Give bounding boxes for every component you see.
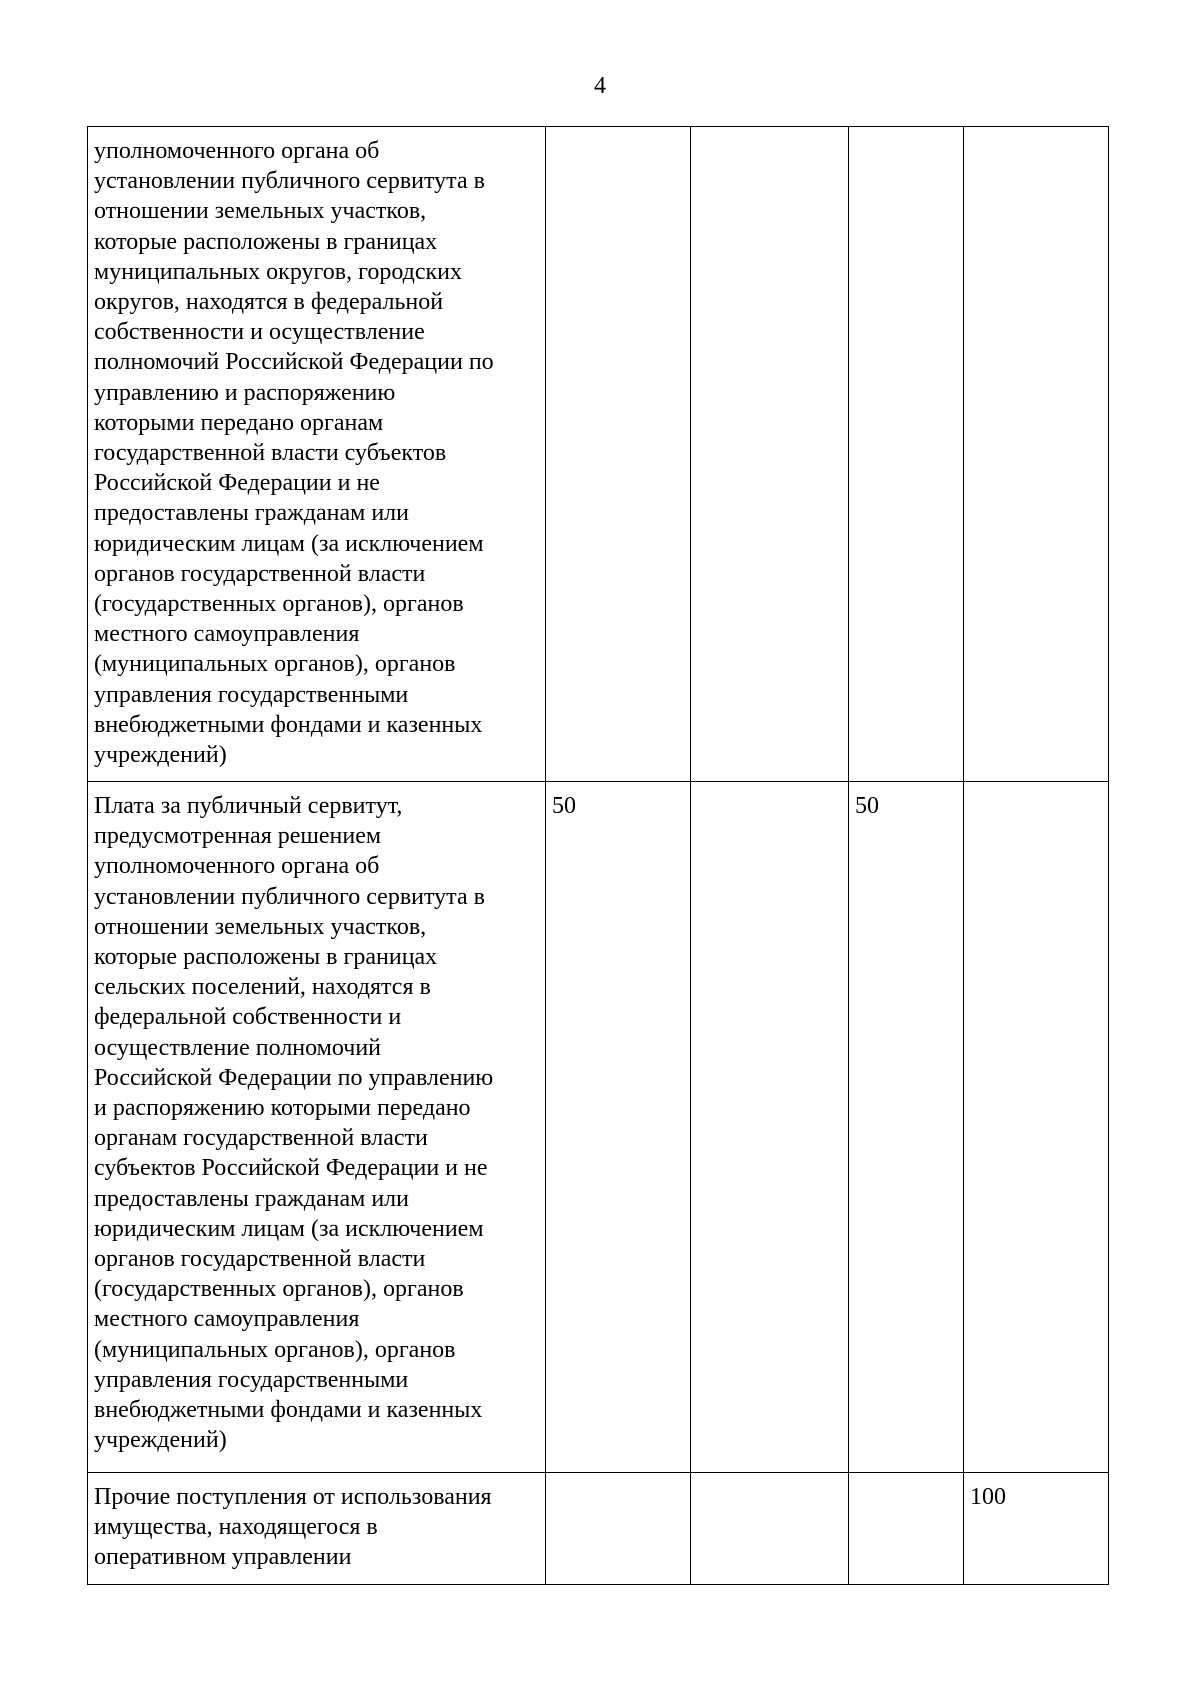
value-cell (546, 1473, 691, 1585)
value-cell: 50 (849, 782, 964, 1473)
table-row (88, 127, 1109, 782)
value-cell (691, 127, 849, 782)
value-cell (691, 1473, 849, 1585)
revenue-distribution-table (87, 126, 1109, 1585)
value-cell (964, 782, 1109, 1473)
table-row (88, 782, 1109, 1473)
value-cell (691, 782, 849, 1473)
row-description-cell: Плата за публичный сервитут, предусмотренная решением уполномоченного органа об установлении публичного сервитута в отношении земельных участков, которые расположены в границах сельских поселений, находятся в федеральной собственности и осуществление полномочий Российской Федерации по управлению и распоряжению которыми передано органам государственной власти субъектов Российской Федерации и не предоставлены гражданам или юридическим лицам (за исключением органов государственной власти (государственных органов), органов местного самоуправления (муниципальных органов), органов управления государственными внебюджетными фондами и казенных учреждений) (88, 782, 546, 1473)
value-cell: 50 (546, 782, 691, 1473)
row-description-cell: Прочие поступления от использования имущества, находящегося в оперативном управлении (88, 1473, 546, 1585)
value-cell (964, 127, 1109, 782)
row-description-cell: уполномоченного органа об установлении публичного сервитута в отношении земельных участков, которые расположены в границах муниципальных округов, городских округов, находятся в федеральной собственности и осуществление полномочий Российской Федерации по управлению и распоряжению которыми передано органам государственной власти субъектов Российской Федерации и не предоставлены гражданам или юридическим лицам (за исключением органов государственной власти (государственных органов), органов местного самоуправления (муниципальных органов), органов управления государственными внебюджетными фондами и казенных учреждений) (88, 127, 546, 782)
value-cell (546, 127, 691, 782)
page-number: 4 (594, 73, 606, 99)
value-cell: 100 (964, 1473, 1109, 1585)
value-cell (849, 1473, 964, 1585)
table-row (88, 1473, 1109, 1585)
value-cell (849, 127, 964, 782)
